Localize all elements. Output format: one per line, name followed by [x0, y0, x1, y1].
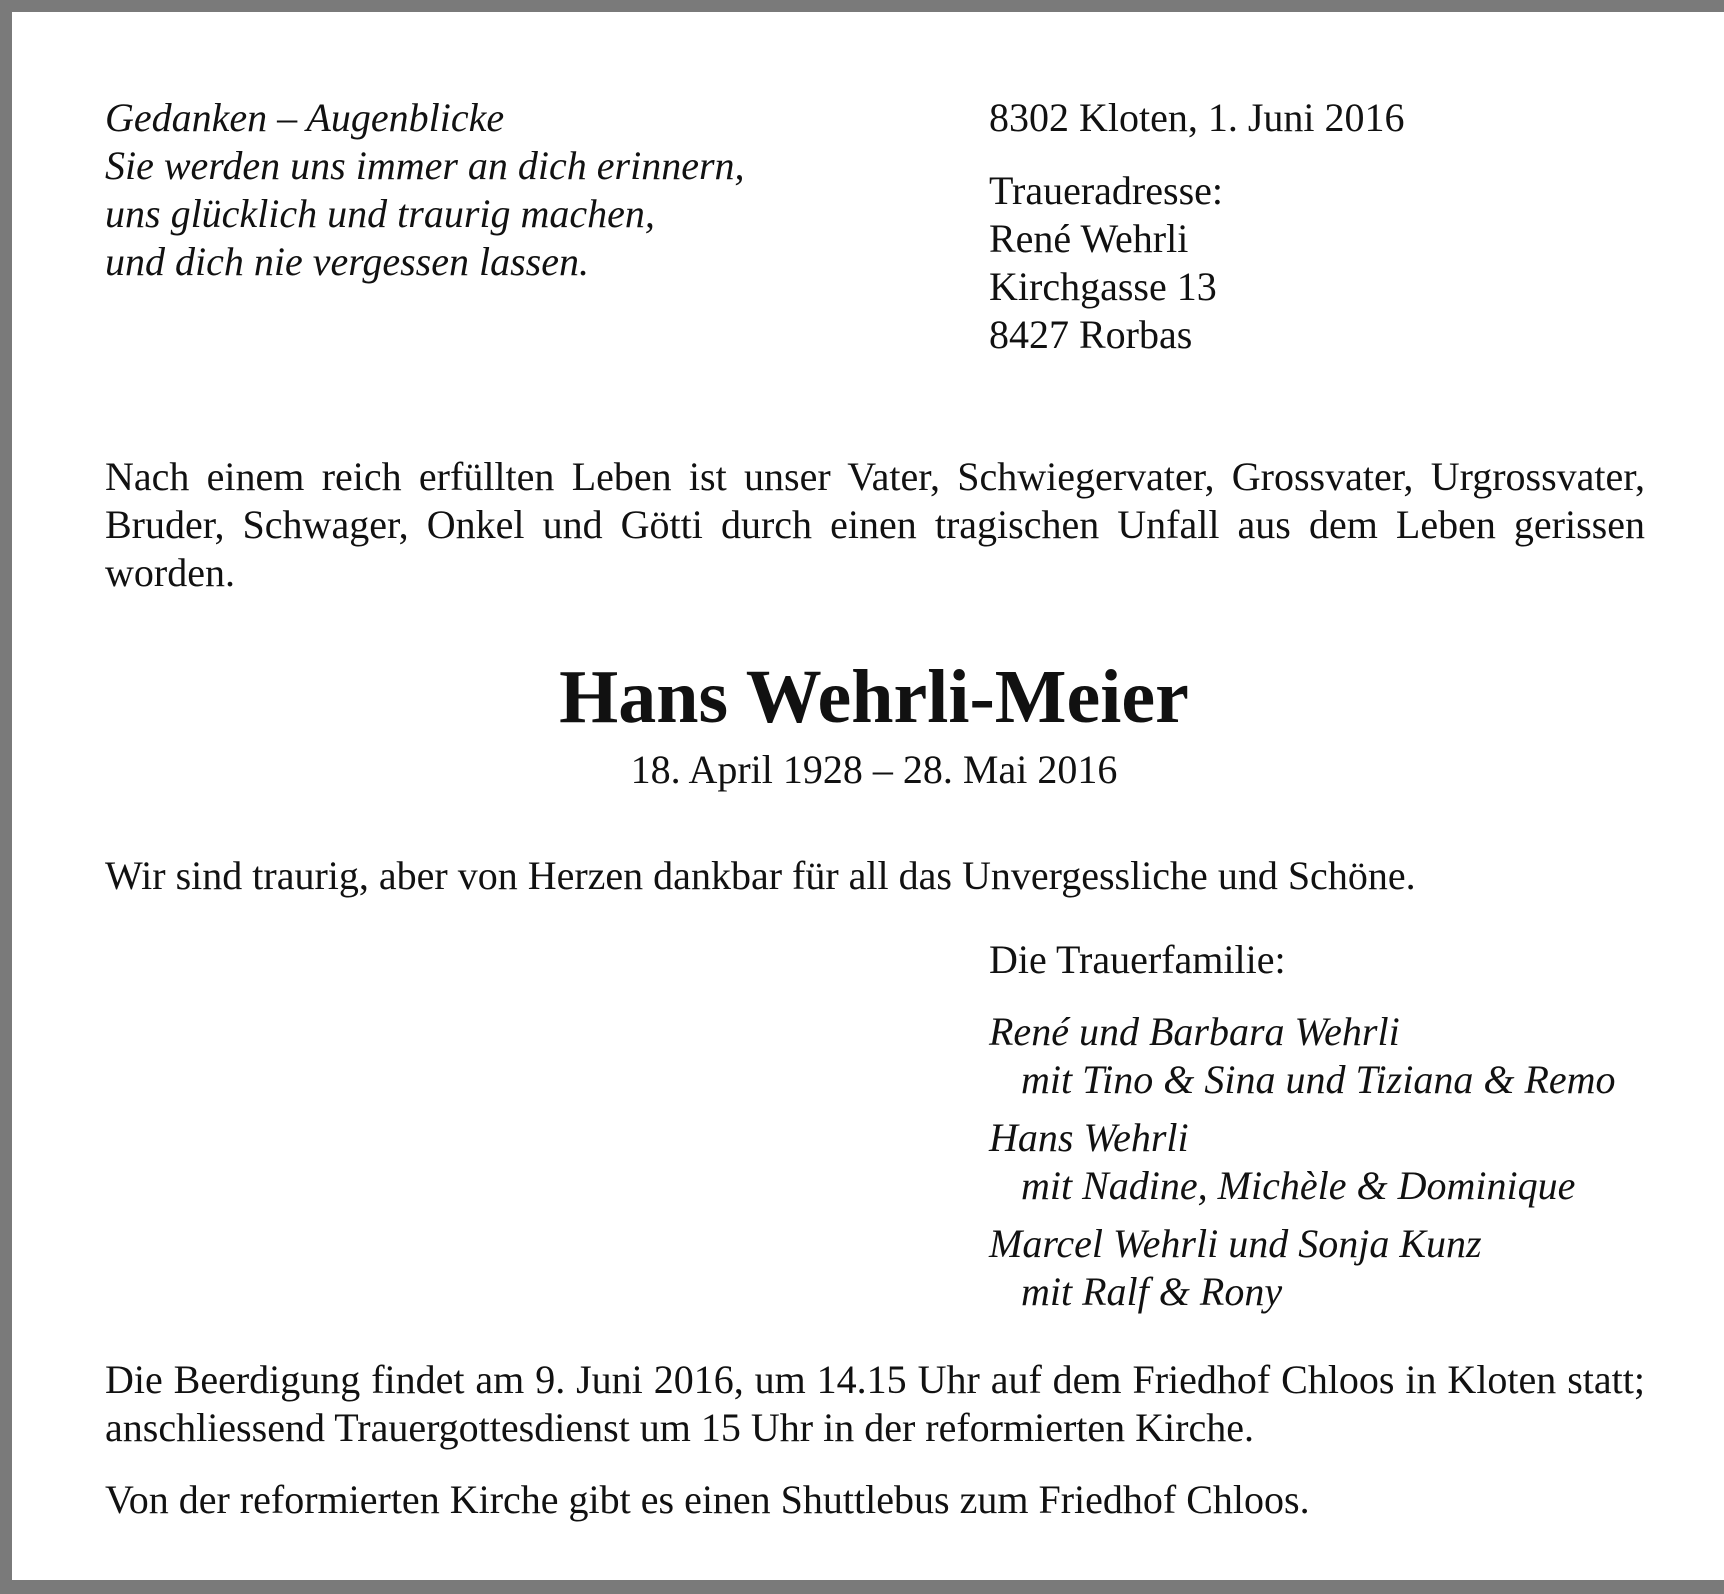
- address-line: René Wehrli: [989, 216, 1189, 261]
- family-member: [989, 1114, 1616, 1210]
- member-name: Hans Wehrli: [989, 1115, 1189, 1160]
- member-children: mit Tino & Sina und Tiziana & Remo: [1021, 1057, 1616, 1102]
- member-children: mit Ralf & Rony: [1021, 1269, 1283, 1314]
- family-member: [989, 1008, 1616, 1104]
- poem-line: uns glücklich und traurig machen,: [105, 191, 655, 236]
- family-heading: Die Trauerfamilie:: [989, 937, 1286, 982]
- family-member: [989, 1220, 1616, 1316]
- poem-line: Gedanken – Augenblicke: [105, 95, 505, 140]
- deceased-name: Hans Wehrli-Meier: [559, 655, 1189, 739]
- address-line: Kirchgasse 13: [989, 264, 1217, 309]
- address-label: Traueradresse:: [989, 168, 1224, 213]
- family-members: [989, 1008, 1616, 1326]
- funeral-info: Die Beerdigung findet am 9. Juni 2016, um 14.15 Uhr auf dem Friedhof Chloos in Kloten statt; anschliessend Trauergottesdienst um 15 Uhr in der reformierten Kirche.: [105, 1357, 1645, 1450]
- poem-line: Sie werden uns immer an dich erinnern,: [105, 143, 745, 188]
- address-line: 8427 Rorbas: [989, 312, 1193, 357]
- poem-line: und dich nie vergessen lassen.: [105, 239, 589, 284]
- member-name: Marcel Wehrli und Sonja Kunz: [989, 1221, 1482, 1266]
- member-name: René und Barbara Wehrli: [989, 1009, 1400, 1054]
- member-children: mit Nadine, Michèle & Dominique: [1021, 1163, 1576, 1208]
- life-dates: 18. April 1928 – 28. Mai 2016: [630, 747, 1118, 792]
- shuttle-info: Von der reformierten Kirche gibt es einen Shuttlebus zum Friedhof Chloos.: [105, 1477, 1310, 1522]
- mourning-address: [989, 167, 1223, 359]
- intro-paragraph: Nach einem reich erfüllten Leben ist unser Vater, Schwiegervater, Grossvater, Urgrossvater, Bruder, Schwager, Onkel und Götti durch einen tragischen Unfall aus dem Leben gerissen worden.: [105, 454, 1645, 595]
- place-date: 8302 Kloten, 1. Juni 2016: [989, 95, 1405, 140]
- poem: [105, 94, 745, 286]
- thanks-line: Wir sind traurig, aber von Herzen dankbar für all das Unvergessliche und Schöne.: [105, 853, 1416, 898]
